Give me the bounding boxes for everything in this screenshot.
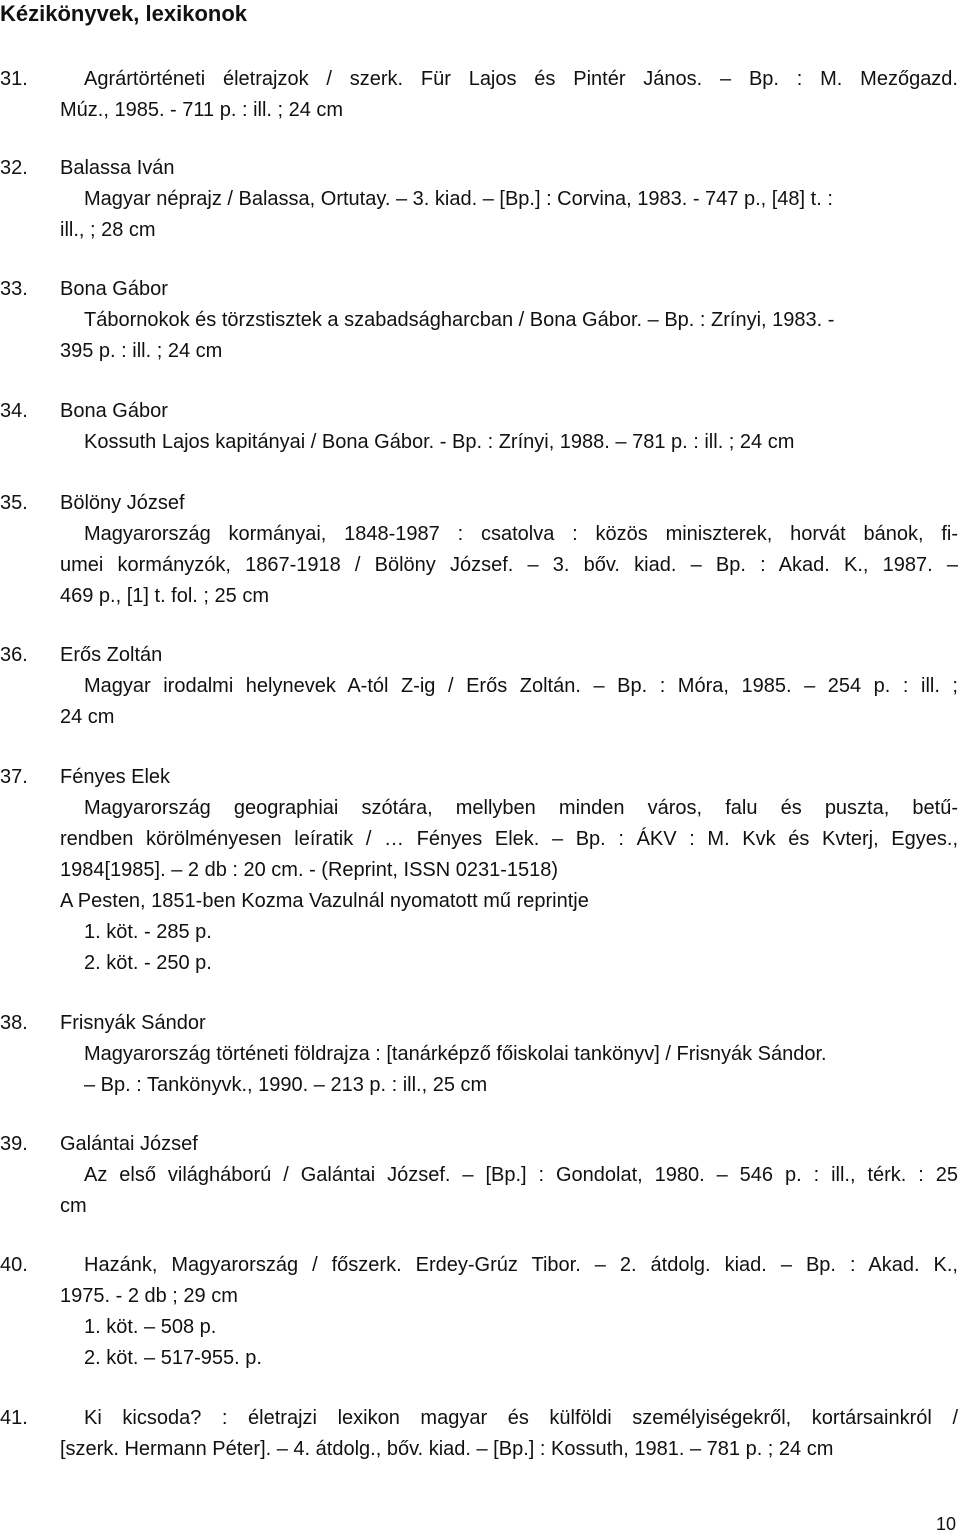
entry-line: Agrártörténeti életrajzok / szerk. Für Lajos és Pintér János. – Bp. : M. Mezőgazd. bbox=[84, 68, 958, 90]
entry-volume: 2. köt. – 517-955. p. bbox=[84, 1347, 262, 1369]
section-heading: Kézikönyvek, lexikonok bbox=[0, 1, 247, 26]
entry-line: cm bbox=[60, 1195, 87, 1217]
bibliography-entry bbox=[0, 1250, 958, 1374]
bibliography-entry bbox=[0, 396, 958, 458]
entry-line: ill., ; 28 cm bbox=[60, 219, 156, 241]
entry-line: 1975. - 2 db ; 29 cm bbox=[60, 1285, 238, 1307]
entry-line: 24 cm bbox=[60, 706, 115, 728]
entry-number: 37. bbox=[0, 766, 28, 788]
entry-line: Magyar irodalmi helynevek A-tól Z-ig / Erős Zoltán. – Bp. : Móra, 1985. – 254 p. : ill. ; bbox=[84, 675, 958, 697]
entry-number: 39. bbox=[0, 1133, 28, 1155]
entry-line: Hazánk, Magyarország / főszerk. Erdey-Grúz Tibor. – 2. átdolg. kiad. – Bp. : Akad. K., bbox=[84, 1254, 958, 1276]
entry-number: 36. bbox=[0, 644, 28, 666]
entry-line: Az első világháború / Galántai József. – [Bp.] : Gondolat, 1980. – 546 p. : ill., térk. : 25 bbox=[84, 1164, 958, 1186]
entry-line: Múz., 1985. - 711 p. : ill. ; 24 cm bbox=[60, 99, 344, 121]
entry-line: 395 p. : ill. ; 24 cm bbox=[60, 340, 223, 362]
entry-line: 1984[1985]. – 2 db : 20 cm. - (Reprint, ISSN 0231-1518) bbox=[60, 859, 559, 881]
entry-volume: 2. köt. - 250 p. bbox=[84, 952, 212, 974]
entry-number: 33. bbox=[0, 278, 28, 300]
entry-line: [szerk. Hermann Péter]. – 4. átdolg., bőv. kiad. – [Bp.] : Kossuth, 1981. – 781 p. ; 24 cm bbox=[60, 1438, 834, 1460]
entry-author: Frisnyák Sándor bbox=[60, 1012, 206, 1034]
entry-number: 32. bbox=[0, 157, 28, 179]
entry-line: Magyarország történeti földrajza : [tanárképző főiskolai tankönyv] / Frisnyák Sándor. bbox=[84, 1043, 827, 1065]
entry-line: – Bp. : Tankönyvk., 1990. – 213 p. : ill., 25 cm bbox=[84, 1074, 488, 1096]
entry-author: Bona Gábor bbox=[60, 400, 168, 422]
entry-author: Bölöny József bbox=[60, 492, 185, 514]
entry-line: Tábornokok és törzstisztek a szabadságharcban / Bona Gábor. – Bp. : Zrínyi, 1983. - bbox=[84, 309, 835, 331]
entry-line: Ki kicsoda? : életrajzi lexikon magyar és külföldi személyiségekről, kortársainkról / bbox=[84, 1407, 958, 1429]
bibliography-entry bbox=[0, 1129, 958, 1222]
entry-author: Bona Gábor bbox=[60, 278, 168, 300]
bibliography-entry bbox=[0, 762, 958, 979]
entry-number: 34. bbox=[0, 400, 28, 422]
entry-line: 469 p., [1] t. fol. ; 25 cm bbox=[60, 585, 269, 607]
bibliography-entry bbox=[0, 640, 958, 733]
entry-number: 40. bbox=[0, 1254, 28, 1276]
entry-line: Kossuth Lajos kapitányai / Bona Gábor. - Bp. : Zrínyi, 1988. – 781 p. : ill. ; 24 cm bbox=[84, 431, 795, 453]
entry-line: umei kormányzók, 1867-1918 / Bölöny József. – 3. bőv. kiad. – Bp. : Akad. K., 1987. – bbox=[60, 554, 958, 576]
entry-author: Fényes Elek bbox=[60, 766, 171, 788]
entry-line: Magyar néprajz / Balassa, Ortutay. – 3. kiad. – [Bp.] : Corvina, 1983. - 747 p., [48] t. : bbox=[84, 188, 833, 210]
entry-line: rendben körölményesen leíratik / … Fényes Elek. – Bp. : ÁKV : M. Kvk és Kvterj, Egyes., bbox=[60, 828, 958, 850]
entry-number: 35. bbox=[0, 492, 28, 514]
bibliography-entry bbox=[0, 488, 958, 612]
entry-author: Balassa Iván bbox=[60, 157, 175, 179]
entry-number: 31. bbox=[0, 68, 28, 90]
bibliography-entry bbox=[0, 153, 958, 246]
entry-volume: 1. köt. – 508 p. bbox=[84, 1316, 217, 1338]
entry-note: A Pesten, 1851-ben Kozma Vazulnál nyomatott mű reprintje bbox=[60, 890, 589, 912]
entry-line: Magyarország geographiai szótára, mellyben minden város, falu és puszta, betű- bbox=[84, 797, 958, 819]
entry-number: 41. bbox=[0, 1407, 28, 1429]
entry-author: Galántai József bbox=[60, 1133, 198, 1155]
bibliography-entry bbox=[0, 64, 958, 126]
page-number: 10 bbox=[935, 1514, 956, 1534]
entry-volume: 1. köt. - 285 p. bbox=[84, 921, 212, 943]
bibliography-entry bbox=[0, 1008, 958, 1101]
entry-author: Erős Zoltán bbox=[60, 644, 163, 666]
bibliography-entry bbox=[0, 274, 958, 367]
entry-line: Magyarország kormányai, 1848-1987 : csatolva : közös miniszterek, horvát bánok, fi- bbox=[84, 523, 958, 545]
bibliography-entry bbox=[0, 1403, 958, 1465]
entry-number: 38. bbox=[0, 1012, 28, 1034]
